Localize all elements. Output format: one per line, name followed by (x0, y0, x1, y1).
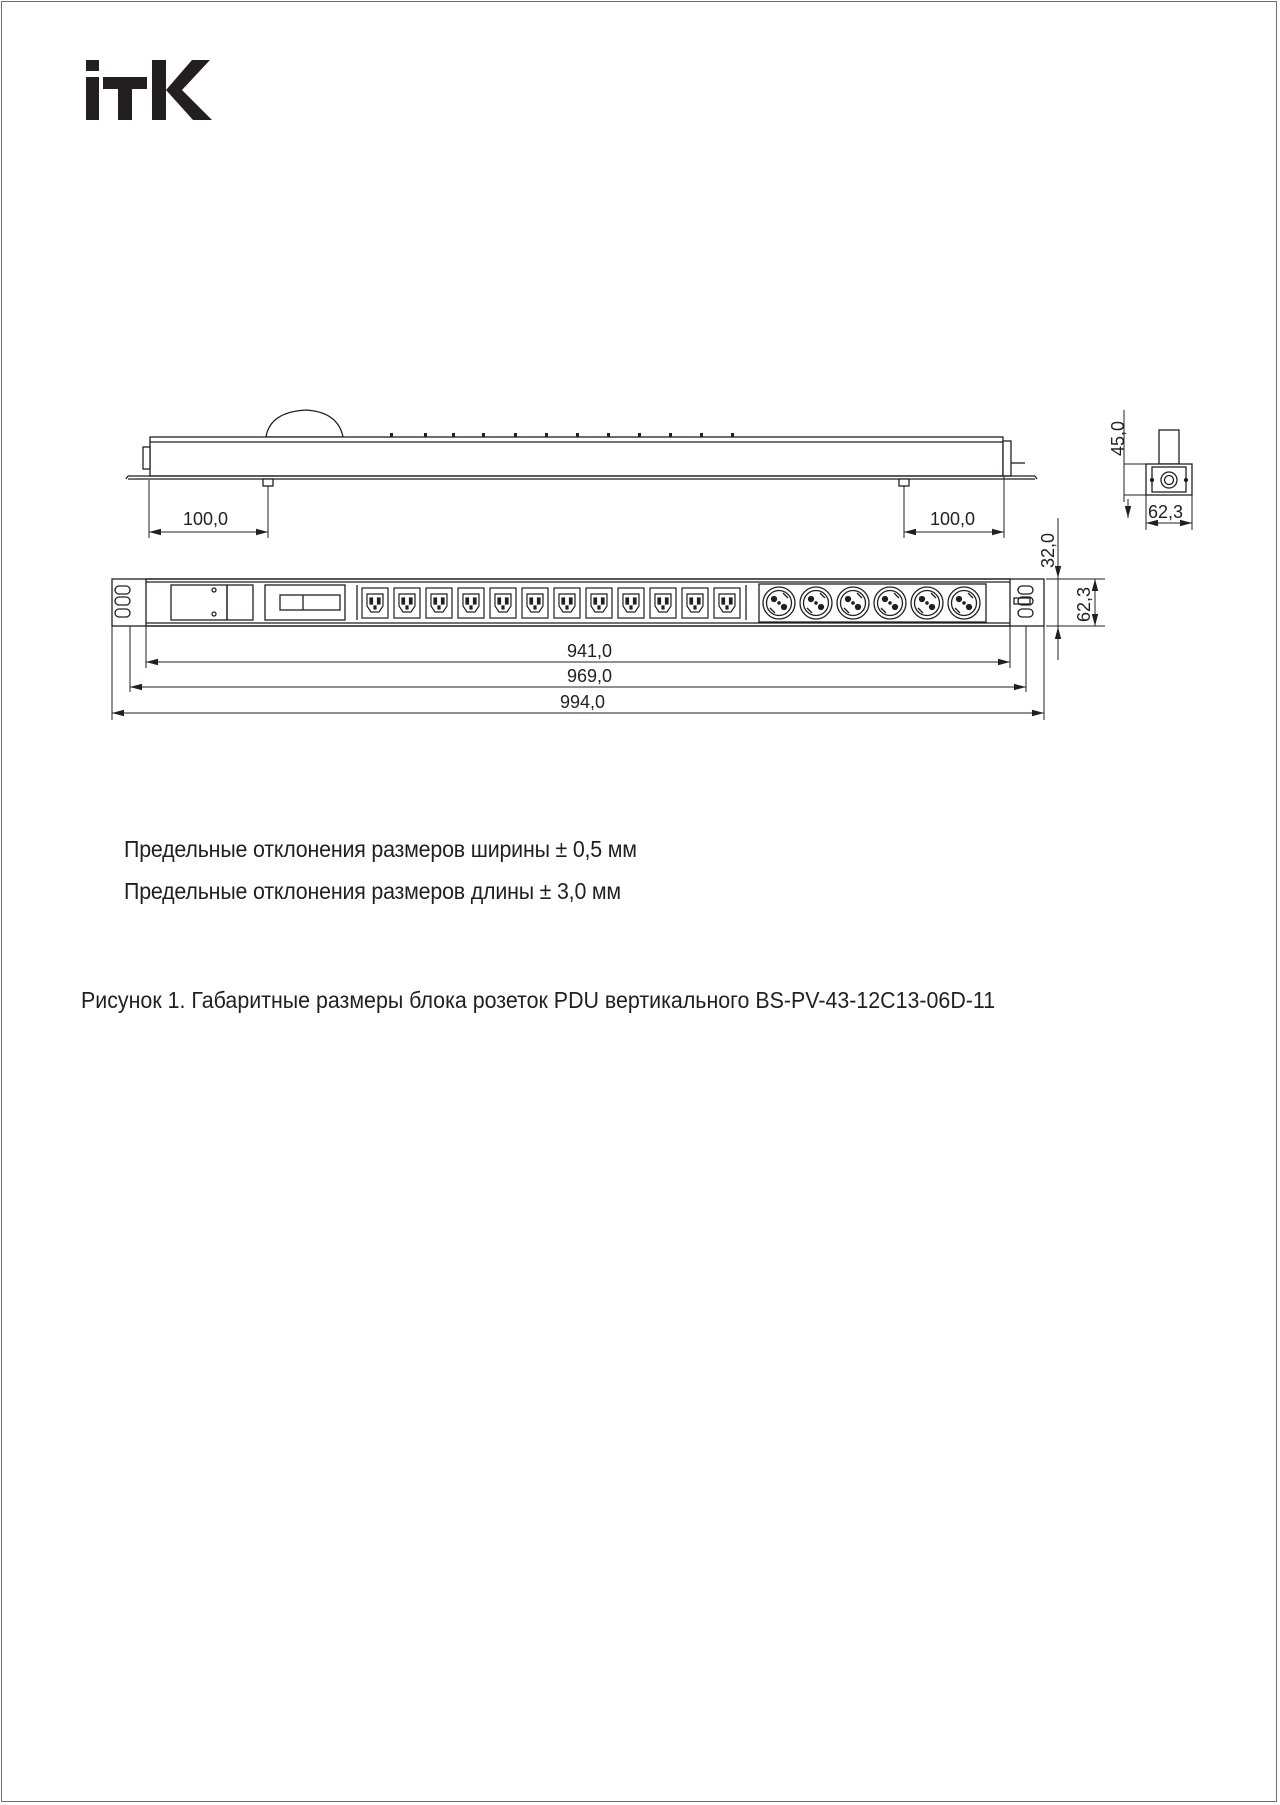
c13-socket (714, 588, 740, 618)
c13-socket (554, 588, 580, 618)
figure-caption: Рисунок 1. Габаритные размеры блока розеток PDU вертикального BS-PV-43-12C13-06D-11 (81, 987, 996, 1013)
dim-length-969: 969,0 (567, 666, 613, 686)
dim-right-mount: 100,0 (930, 509, 976, 529)
c13-socket (490, 588, 516, 618)
schuko-socket (911, 587, 943, 619)
c13-socket (650, 588, 676, 618)
dim-end-height: 45,0 (1108, 420, 1128, 456)
c13-socket (586, 588, 612, 618)
c13-socket (682, 588, 708, 618)
dim-length-994: 994,0 (560, 692, 606, 712)
schuko-socket (837, 587, 869, 619)
dim-length-941: 941,0 (567, 641, 613, 661)
schuko-socket (800, 587, 832, 619)
c13-socket (458, 588, 484, 618)
c13-socket (618, 588, 644, 618)
c13-socket (522, 588, 548, 618)
dim-front-height: 62,3 (1074, 586, 1094, 622)
dim-end-width: 62,3 (1148, 502, 1184, 522)
schuko-socket (763, 587, 795, 619)
length-tolerance-note: Предельные отклонения размеров длины ± 3,0 мм (124, 878, 621, 904)
pdu-dimension-drawing (0, 0, 1280, 780)
schuko-socket (874, 587, 906, 619)
c13-socket (362, 588, 388, 618)
end-view (1146, 430, 1192, 495)
dim-left-mount: 100,0 (183, 509, 229, 529)
c13-socket (426, 588, 452, 618)
schuko-socket (948, 587, 980, 619)
c13-socket (394, 588, 420, 618)
side-view (126, 410, 1037, 486)
dim-front-offset: 32,0 (1038, 532, 1058, 568)
mount-offset-dims (149, 476, 1004, 538)
width-tolerance-note: Предельные отклонения размеров ширины ± 0,5 мм (124, 836, 637, 862)
